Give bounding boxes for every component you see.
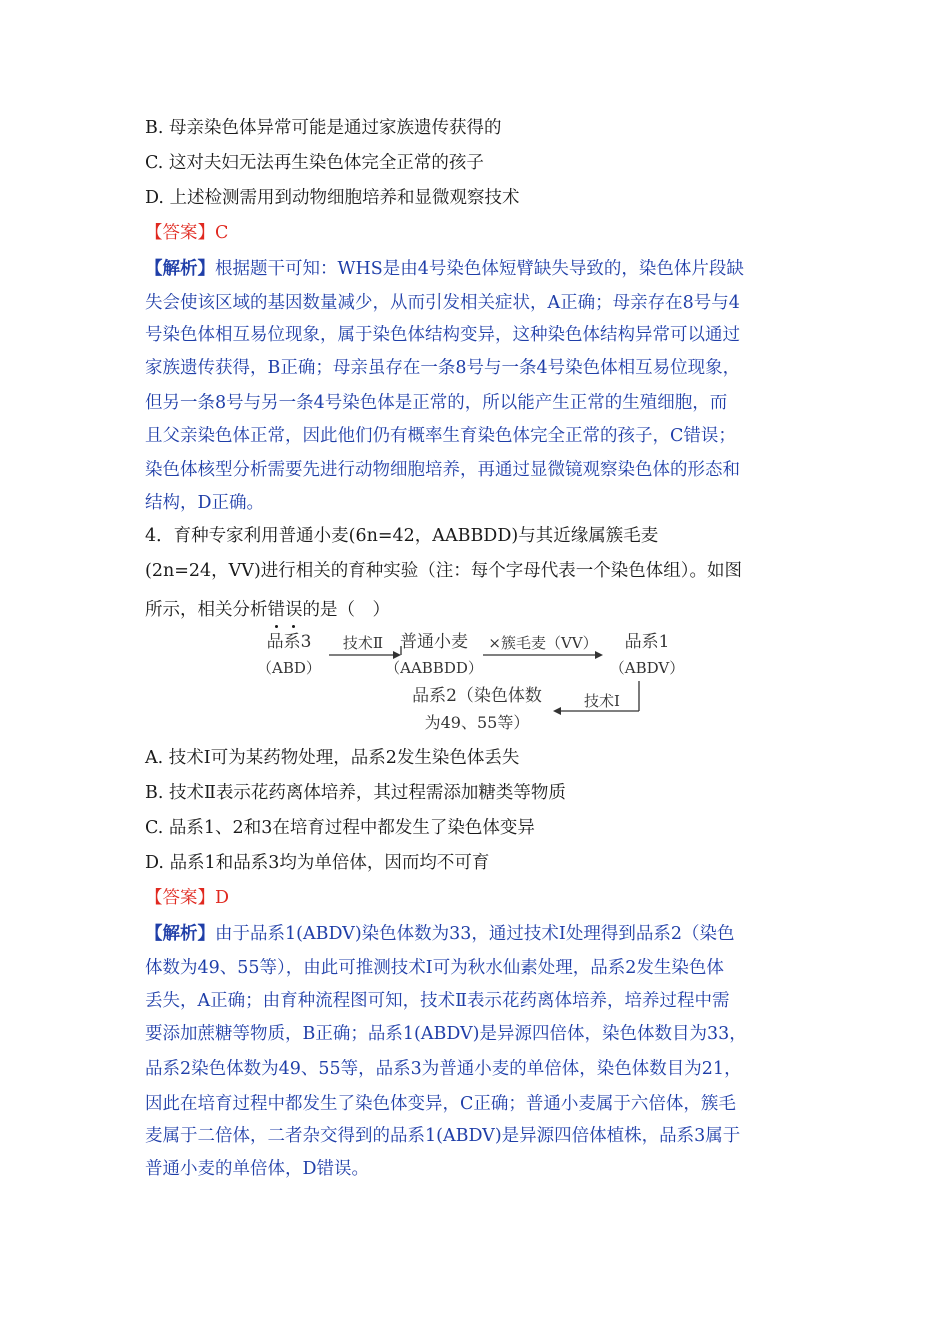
q3-explanation-line-7: 染色体核型分析需要先进行动物细胞培养，再通过显微镜观察染色体的形态和 (145, 460, 740, 480)
tech2-arrowhead (393, 651, 401, 659)
q4-stem-line-3: 所示，相关分析错误的是（ ） (145, 600, 390, 620)
q3-explanation-line-1 (145, 257, 744, 281)
emphasis-char: 误 (285, 600, 303, 620)
q3-explanation-line-2: 失会使该区域的基因数量减少，从而引发相关症状，A正确；母亲存在8号与4 (145, 293, 740, 313)
q4-explanation-line-8: 普通小麦的单倍体，D错误。 (145, 1159, 370, 1179)
option-text: 技术Ⅱ表示花药离体培养，其过程需添加糖类等物质 (169, 783, 566, 803)
breeding-flow-diagram (255, 628, 695, 736)
q3-explanation-line-6: 且父亲染色体正常，因此他们仍有概率生育染色体完全正常的孩子，C错误； (145, 426, 736, 446)
q4-explanation-line-6: 因此在培育过程中都发生了染色体变异，C正确；普通小麦属于六倍体，簇毛 (145, 1094, 736, 1114)
option-letter: C. (145, 153, 164, 173)
tech2-label: 技术Ⅱ (342, 634, 384, 652)
option-letter: A. (145, 748, 164, 768)
q4-stem-line-1 (145, 524, 658, 548)
cross-label: ×簇毛麦（VV） (488, 634, 598, 652)
strain1-genome: （ABDV） (609, 659, 685, 677)
strain1-name: 品系1 (624, 632, 670, 652)
q3-explanation-line-8: 结构，D正确。 (145, 493, 265, 513)
q3-answer (145, 221, 228, 245)
q4-explanation-line-4: 要添加蔗糖等物质，B正确；品系1(ABDV)是异源四倍体，染色体数目为33， (145, 1024, 747, 1044)
option-letter: D. (145, 853, 164, 873)
tech1-label: 技术Ⅰ (584, 692, 620, 710)
q4-explanation-line-7: 麦属于二倍体，二者杂交得到的品系1(ABDV)是异源四倍体植株，品系3属于 (145, 1126, 741, 1146)
q4-option-b (145, 781, 566, 805)
option-text: 母亲染色体异常可能是通过家族遗传获得的 (169, 118, 502, 138)
q4-explanation-line-3: 丢失，A正确；由育种流程图可知，技术Ⅱ表示花药离体培养，培养过程中需 (145, 991, 730, 1011)
explanation-label: 【解析】 (145, 924, 215, 944)
cross-arrowhead (595, 651, 603, 659)
option-text: 技术Ⅰ可为某药物处理，品系2发生染色体丢失 (168, 748, 520, 768)
q4-option-d (145, 851, 489, 875)
answer-value: D (215, 888, 230, 908)
q4-explanation-line-5: 品系2染色体数为49、55等，品系3为普通小麦的单倍体，染色体数目为21， (145, 1059, 742, 1079)
q4-answer (145, 886, 229, 910)
answer-label: 【答案】 (145, 223, 215, 243)
option-text: 品系1、2和3在培育过程中都发生了染色体变异 (168, 818, 535, 838)
strain3-name: 品系3 (266, 632, 312, 652)
tech1-arrowhead (553, 707, 561, 715)
q3-explanation-line-3: 号染色体相互易位现象，属于染色体结构变异，这种染色体结构异常可以通过 (145, 325, 740, 345)
question-number: 4． (145, 526, 174, 546)
option-letter: B. (145, 783, 164, 803)
q3-option-d (145, 186, 520, 210)
strain2-line-1: 品系2（染色体数 (412, 686, 542, 706)
wheat-name: 普通小麦 (400, 632, 468, 652)
q4-explanation-line-1 (145, 922, 734, 946)
q4-explanation-line-2: 体数为49、55等），由此可推测技术Ⅰ可为秋水仙素处理，品系2发生染色体 (145, 958, 724, 978)
explanation-text: 根据题干可知：WHS是由4号染色体短臂缺失导致的，染色体片段缺 (215, 259, 744, 279)
strain2-line-2: 为49、55等） (424, 713, 530, 732)
q3-explanation-line-5: 但另一条8号与另一条4号染色体是正常的，所以能产生正常的生殖细胞，而 (145, 393, 728, 413)
q3-option-b (145, 116, 502, 140)
explanation-text: 由于品系1(ABDV)染色体数为33，通过技术Ⅰ处理得到品系2（染色 (215, 924, 735, 944)
stem-text: 育种专家利用普通小麦(6n=42，AABBDD)与其近缘属簇毛麦 (173, 526, 659, 546)
q3-explanation-line-4: 家族遗传获得，B正确；母亲虽存在一条8号与一条4号染色体相互易位现象， (145, 358, 741, 378)
q4-option-a (145, 746, 519, 770)
option-text: 品系1和品系3均为单倍体，因而均不可育 (169, 853, 490, 873)
emphasis-char: 错 (267, 600, 285, 620)
strain3-genome: （ABD） (257, 659, 321, 677)
answer-value: C (215, 223, 229, 243)
answer-label: 【答案】 (145, 888, 215, 908)
option-letter: B. (145, 118, 164, 138)
q4-stem-line-2: (2n=24，VV)进行相关的育种实验（注：每个字母代表一个染色体组）。如图 (145, 561, 743, 581)
q3-option-c (145, 151, 484, 175)
option-letter: C. (145, 818, 164, 838)
q4-option-c (145, 816, 535, 840)
explanation-label: 【解析】 (145, 259, 215, 279)
wheat-genome: （AABBDD） (385, 659, 483, 677)
option-text: 这对夫妇无法再生染色体完全正常的孩子 (168, 153, 484, 173)
option-text: 上述检测需用到动物细胞培养和显微观察技术 (169, 188, 520, 208)
option-letter: D. (145, 188, 164, 208)
